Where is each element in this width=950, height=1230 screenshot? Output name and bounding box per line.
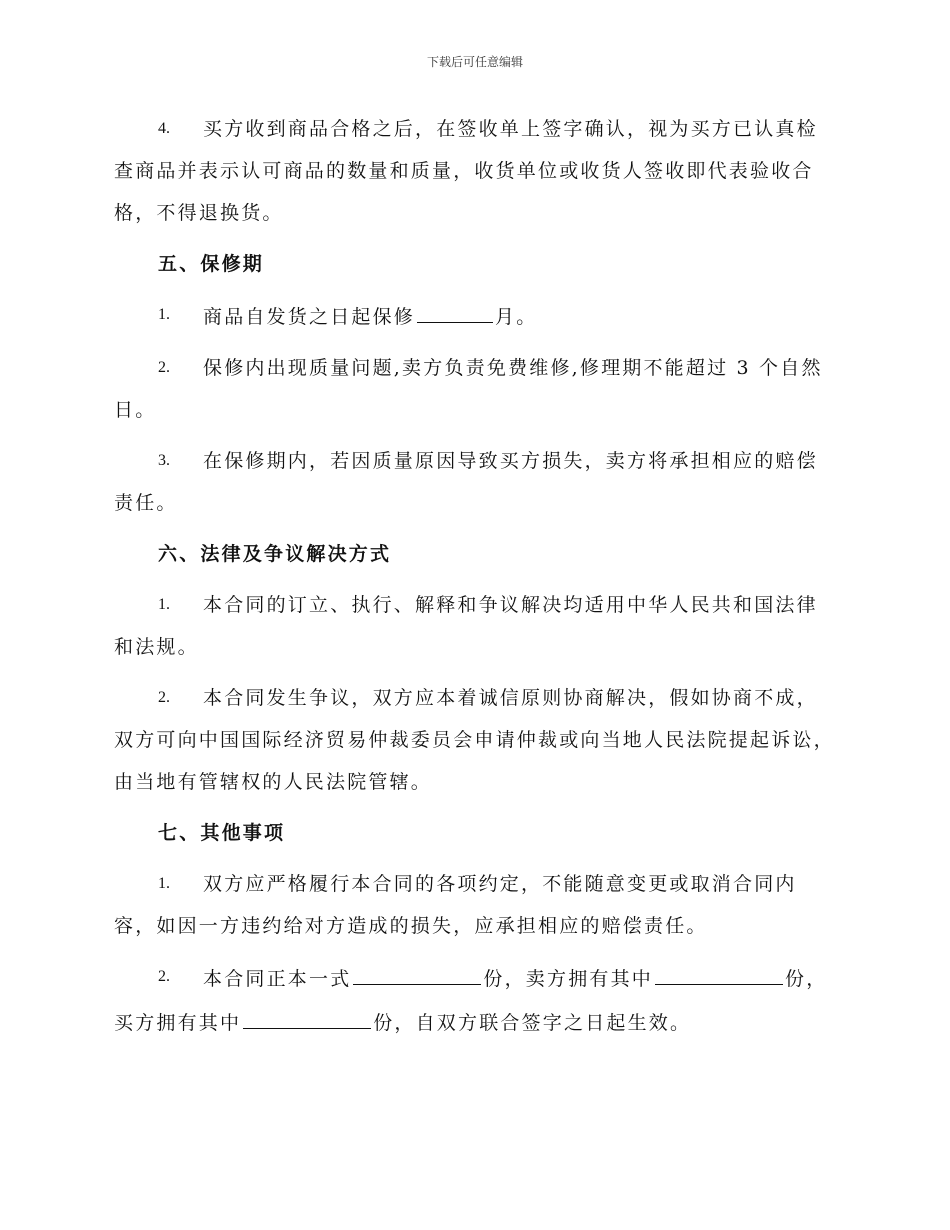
law-clause-1 <box>114 584 836 668</box>
total-copies-blank[interactable] <box>353 956 481 985</box>
section-heading-other: 七、其他事项 <box>158 822 286 844</box>
clause-number: 4. <box>158 120 170 137</box>
warranty-clause-2 <box>114 347 836 431</box>
other-clause-2 <box>114 956 836 1044</box>
clause-number: 3. <box>158 452 170 469</box>
clause-text: 商品自发货之日起保修 <box>203 306 416 328</box>
law-clause-2 <box>114 677 836 803</box>
warranty-months-blank[interactable] <box>417 294 493 323</box>
clause-number: 1. <box>158 306 170 323</box>
clause-text: 份，卖方拥有其中 <box>483 968 654 990</box>
clause-number: 2. <box>158 359 170 376</box>
clause-text: 本合同正本一式 <box>203 968 352 990</box>
clause-text: 本合同发生争议，双方应本着诚信原则协商解决，假如协商不成，双方可向中国国际经济贸易仲裁委员会申请仲裁或向当地人民法院提起诉讼，由当地有管辖权的人民法院管辖。 <box>114 687 835 793</box>
document-body <box>114 108 836 1053</box>
warranty-clause-3 <box>114 440 836 524</box>
clause-text: 份，自双方联合签字之日起生效。 <box>373 1012 692 1034</box>
clause-text: 双方应严格履行本合同的各项约定，不能随意变更或取消合同内容，如因一方违约给对方造成的损失，应承担相应的赔偿责任。 <box>114 873 797 937</box>
clause-number: 2. <box>158 689 170 706</box>
warranty-clause-1 <box>114 294 836 338</box>
clause-4-acceptance <box>114 108 836 234</box>
clause-text: 月。 <box>495 306 538 328</box>
page-header: 下载后可任意编辑 <box>426 55 523 69</box>
clause-text: 买方收到商品合格之后，在签收单上签字确认，视为买方已认真检查商品并表示认可商品的数量和质量，收货单位或收货人签收即代表验收合格，不得退换货。 <box>114 118 818 224</box>
section-heading-warranty: 五、保修期 <box>158 253 265 275</box>
buyer-copies-blank[interactable] <box>243 1000 371 1029</box>
clause-text: 份，买方拥有其中 <box>114 968 828 1034</box>
clause-text: 本合同的订立、执行、解释和争议解决均适用中华人民共和国法律和法规。 <box>114 594 818 658</box>
clause-text: 在保修期内，若因质量原因导致买方损失，卖方将承担相应的赔偿责任。 <box>114 450 818 514</box>
other-clause-1 <box>114 863 836 947</box>
seller-copies-blank[interactable] <box>655 956 783 985</box>
clause-number: 1. <box>158 875 170 892</box>
clause-number: 2. <box>158 968 170 985</box>
clause-number: 1. <box>158 596 170 613</box>
section-heading-law: 六、法律及争议解决方式 <box>158 543 392 565</box>
clause-text: 保修内出现质量问题,卖方负责免费维修,修理期不能超过 3 个自然日。 <box>114 357 823 421</box>
